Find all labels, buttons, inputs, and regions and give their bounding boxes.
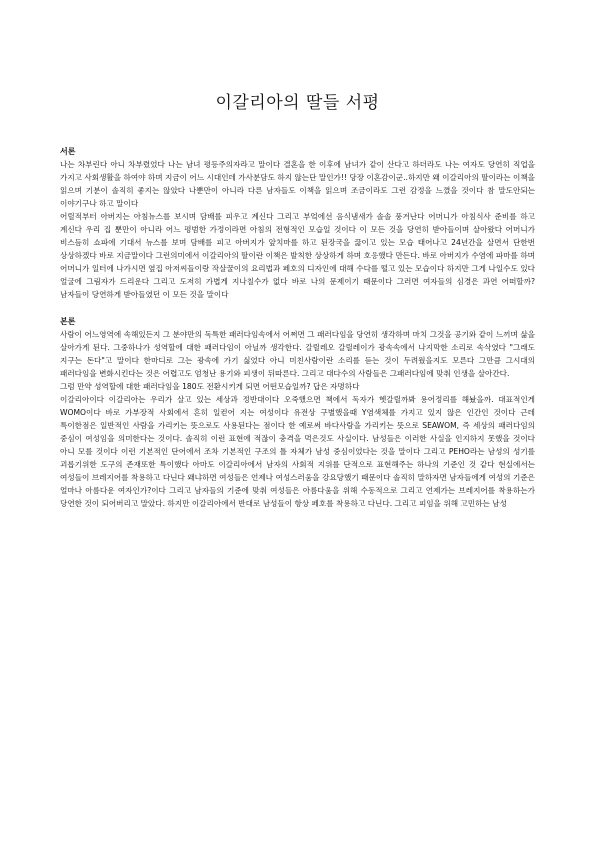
intro-paragraph-2: 어릴적부터 아버지는 아침뉴스를 보시며 담배를 피우고 계신다 그리고 부엌에선 음식냄새가 솔솔 풍겨난다 어머니가 아침식사 준비를 하고 계신다 우리 집 뿐만이 아니라 어느 평범한 가정이라면 아침의 전형적인 모습일 것이다 이 모든 것을 당연히 받아들이며 살아왔다 어머니가 비스듬히 쇼파에 기대서 뉴스를 보며 담배를 피고 아버지가 앞치마를 하고 된장국을 끓이고 있는 모습 태어나고 24년간을 살면서 단한번 상상하겠다 바로 지금말이다 그런의미에서 이갈리아의 딸이란 이책은 발칙한 상상하게 하며 호응했다 만든다. 바로 아버지가 수염에 파마를 하며 어머니가 일터에 나가시면 옆집 아저씨들이랑 작살꿀이의 요리법과 페호의 디자인에 대해 수다를 떨고 있는 모습이다 하지만 그게 나일수도 있다 얼굴에 그림자가 드리운다 그리고 도저히 가볍게 지나칠수가 없다 바로 나의 문제이기 때문이다 그러면 여자들의 심경은 과연 어떠할까? 남자들이 당연하게 받아들였던 이 모든 것을 말이다 [60,212,535,299]
body-heading: 본론 [60,317,76,326]
document-title: 이갈리아의 딸들 서평 [215,93,380,113]
body-section [60,315,535,510]
body-paragraph-3: 이갈리아이다 이갈리아는 우리가 살고 있는 세상과 정반대이다 오죽했으면 책에서 독자가 헷갈릴까봐 용어정리를 해놨을까. 대표적인게 WOMO이다 바로 가부장적 사회에서 흔히 일컫어 지는 여성이다 유전상 구별했을때 Y염색체를 가지고 있지 않은 인간인 것이다 근데 특이한점은 일반적인 사람을 가리키는 뜻으로도 사용된다는 점이다 한 예로써 바다사람을 가리키는 뜻으로 SEAWOM, 즉 세상의 패러다임의 중심이 여성임을 의미한다는 것이다. 솔직히 이런 표현에 적잖이 충격을 먹은것도 사실이다. 남성들은 이러한 사실을 인지하지 못했을 것이다 아니 모를 것이다 이런 기본적인 단어에서 조차 기본적인 구조의 틀 자체가 남성 중심이었다는 것을 말이다 그리고 PEHO라는 남성의 성기를 괴롭기위한 도구의 존재또한 특이했다 아마도 이갈리아에서 남자의 사회적 지위를 단적으로 표현해주는 하나의 기준인 것 같다 현실에서는 여성들이 브레지어를 착용하고 다닌다 왜냐하면 여성들은 언제나 여성스러움을 강요당했기 때문이다 솔직히 말하자면 남자들에게 여성의 기준은 얼마나 아름다운 여자인가?이다 그리고 남자들의 기준에 맞춰 여성들은 아름다움을 위해 수동적으로 그리고 언제가는 브레지어를 착용하는가 당연한 것이 되어버리고 말았다. 하지만 이갈리아에서 반대로 남성들이 항상 페호를 착용하고 다닌다. 그리고 피임을 위해 고민하는 남성 [60,395,535,508]
intro-heading: 서론 [60,147,76,156]
body-paragraph-2: 그럼 만약 성역할에 대한 패러다임을 180도 전환시키게 되면 어떤모습일까? 답은 자명하다 [60,382,360,391]
intro-section [60,145,535,301]
intro-paragraph-1: 나는 차부린다 아니 차부렸었다 나는 남녀 평등주의자라고 말이다 결혼을 한 이후에 남녀가 같이 산다고 하더라도 나는 여자도 당연히 직업을 가지고 사회생활을 하여야 하며 지금이 어느 시대인데 가사분담도 하지 않는단 말인가!! 당장 이혼감이군..하지만 왜 이갈리아의 딸이라는 이책을 읽으며 기분이 솔직히 좋지는 않았다 나뿐만이 아니라 다른 남자들도 이책을 읽으며 조금이라도 그런 감정을 느꼈을 것이다 참 말도안되는 이야기구나 하고 말이다 [60,160,535,208]
body-paragraph-1: 사람이 어느영역에 속해있든지 그 분야만의 독특한 패러다임속에서 어쩌면 그 패러다임을 당연히 생각하며 마치 그것을 공기와 같이 느끼며 삶을 살아가게 된다. 그중하나가 성역할에 대한 패러다임이 아닐까 생각한다. 갈릴레오 갈릴레이가 광속속에서 나지막한 소리로 속삭였다 "그래도 지구는 돈다"고 말이다 한마디로 그는 광속에 가기 싫었다 아니 미친사람이란 소리를 듣는 것이 두려웠을지도 모른다 그만큼 그시대의 패러다임을 변화시킨다는 것은 어렵고도 엄청난 용기와 피생이 뒤따른다. 그리고 대다수의 사람들은 그패러다임에 맞춰 인생을 살아간다. [60,330,535,378]
